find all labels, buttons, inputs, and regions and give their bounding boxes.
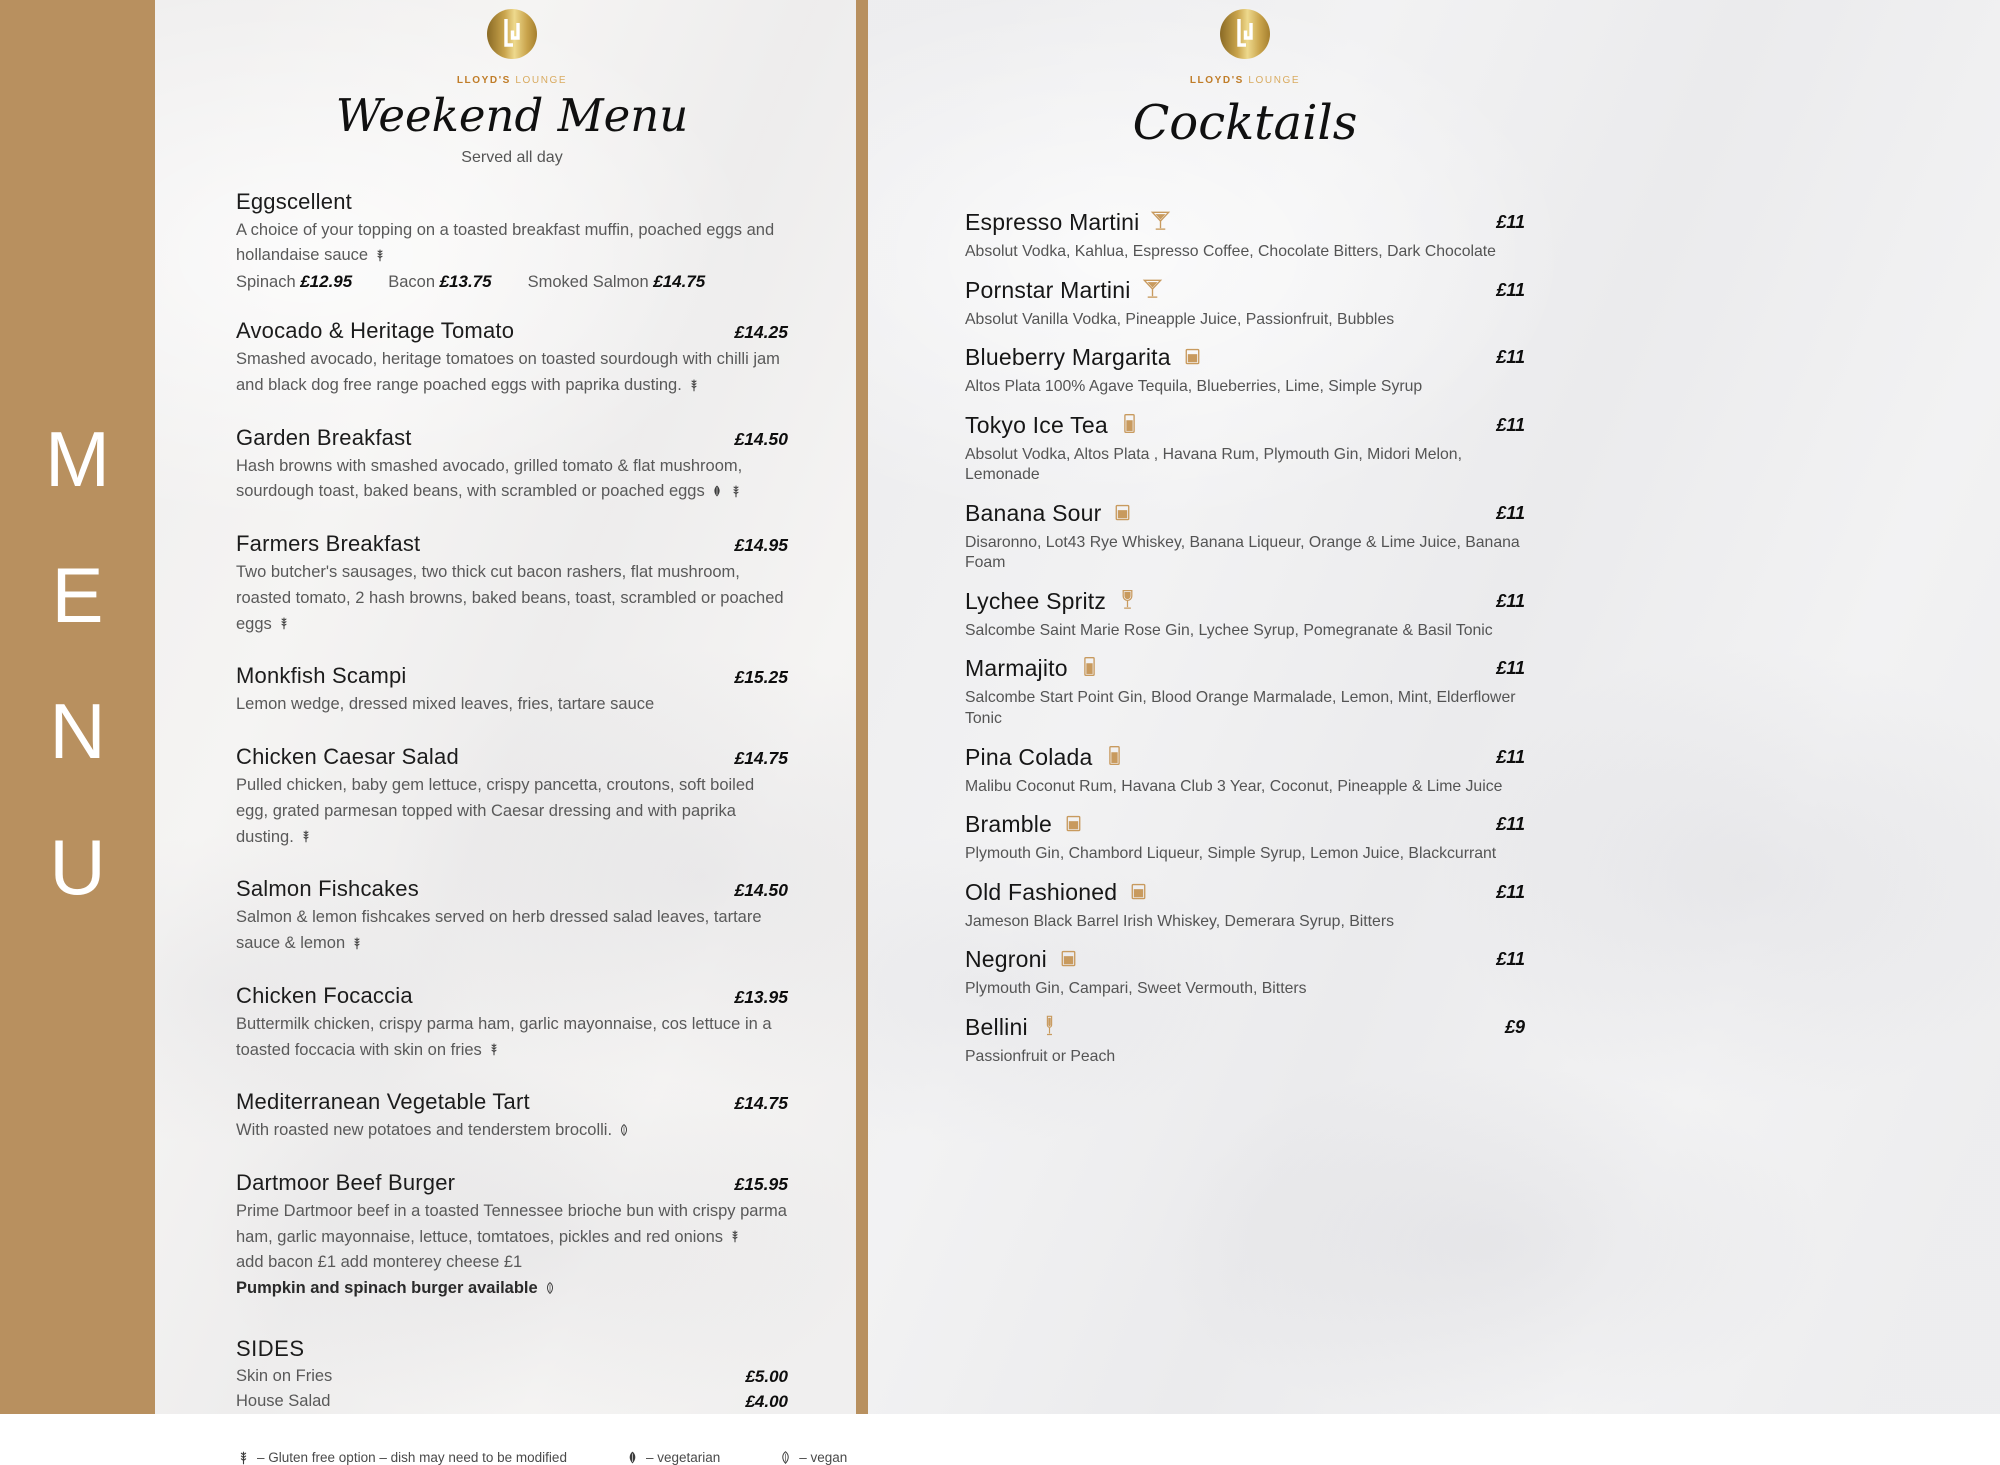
menu-item-description <box>236 1199 788 1250</box>
menu-item-price: £14.50 <box>734 880 788 901</box>
food-item-list <box>236 189 788 1302</box>
side-price: £4.00 <box>745 1391 788 1411</box>
menu-item <box>236 744 788 850</box>
menu-item-description <box>236 347 788 398</box>
highball-icon <box>1103 744 1126 767</box>
menu-item-head <box>236 983 788 1009</box>
weekend-menu-page <box>155 0 856 1465</box>
menu-sidebar <box>0 0 155 1414</box>
martini-icon <box>1149 209 1172 232</box>
menu-item-price: £13.95 <box>734 986 788 1007</box>
gluten-free-icon <box>728 1229 742 1243</box>
cocktail-price: £11 <box>1496 212 1525 233</box>
cocktail-price: £11 <box>1496 949 1525 970</box>
gluten-free-icon <box>236 1450 251 1465</box>
menu-item-desc <box>236 1012 788 1063</box>
rocks-icon <box>1111 500 1134 523</box>
menu-item-price: £15.25 <box>734 667 788 688</box>
cocktail-name: Bellini <box>965 1013 1028 1040</box>
cocktail-price: £11 <box>1496 590 1525 611</box>
dietary-legend <box>236 1449 848 1465</box>
cocktail-ingredients: Plymouth Gin, Chambord Liqueur, Simple Syrup, Lemon Juice, Blackcurrant <box>965 845 1497 863</box>
menu-item-description <box>236 1012 788 1063</box>
flute-icon <box>1038 1014 1061 1037</box>
menu-item-name: Mediterranean Vegetable Tart <box>236 1089 530 1115</box>
gluten-free-icon <box>687 378 701 392</box>
menu-item-description <box>236 692 788 718</box>
menu-item-price: £14.95 <box>734 535 788 556</box>
brand-name: LLOYD'S <box>1189 75 1244 86</box>
menu-item <box>236 531 788 637</box>
highball-icon <box>1078 655 1101 678</box>
cocktail-price: £11 <box>1496 502 1525 523</box>
cocktail-ingredients: Jameson Black Barrel Irish Whiskey, Demerara Syrup, Bitters <box>965 912 1394 930</box>
cocktail-price: £11 <box>1496 658 1525 679</box>
menu-item-price: £15.95 <box>734 1173 788 1194</box>
cocktail-ingredients: Absolut Vodka, Altos Plata , Havana Rum, Plymouth Gin, Midori Melon, Lemonade <box>965 445 1462 484</box>
description-text: Pumpkin and spinach burger available <box>236 1279 538 1298</box>
menu-item-head <box>236 876 788 902</box>
cocktail-item <box>965 946 1525 1000</box>
cocktail-item <box>965 412 1525 486</box>
menu-item <box>236 663 788 718</box>
menu-item <box>236 318 788 398</box>
menu-item-desc <box>236 1199 788 1302</box>
menu-item-desc <box>236 692 788 718</box>
legend-entry <box>236 1450 567 1465</box>
side-row <box>236 1367 788 1387</box>
cocktail-item <box>965 344 1525 398</box>
menu-item-name: Salmon Fishcakes <box>236 876 419 902</box>
cocktail-price: £9 <box>1504 1016 1525 1037</box>
menu-item-desc <box>236 218 788 292</box>
page-title: Weekend Menu <box>335 89 689 142</box>
cocktail-ingredients: Plymouth Gin, Campari, Sweet Vermouth, Bitters <box>965 980 1307 998</box>
menu-item-desc <box>236 1118 788 1144</box>
rocks-icon <box>1062 811 1085 834</box>
description-text: Prime Dartmoor beef in a toasted Tennessee brioche bun with crispy parma ham, garlic mayonnaise, lettuce, tomtatoes, pickles and red onions <box>236 1201 787 1246</box>
menu-vertical <box>0 415 155 911</box>
brand-name: LLOYD'S <box>456 75 511 86</box>
menu-item-price: £14.25 <box>734 322 788 343</box>
cocktail-price: £11 <box>1496 279 1525 300</box>
cocktail-name: Negroni <box>965 946 1047 973</box>
option <box>236 272 352 292</box>
cocktail-head <box>965 500 1525 527</box>
description-text: Two butcher's sausages, two thick cut bacon rashers, flat mushroom, roasted tomato, 2 hash browns, baked beans, toast, scrambled or poached eggs <box>236 563 784 633</box>
cocktail-head <box>965 655 1525 682</box>
menu-item-price: £14.75 <box>734 748 788 769</box>
menu-item-head <box>236 1089 788 1115</box>
menu-item-description <box>236 1118 788 1144</box>
menu-item-description <box>236 218 788 269</box>
cocktail-name: Tokyo Ice Tea <box>965 411 1108 438</box>
description-text: A choice of your topping on a toasted breakfast muffin, poached eggs and hollandaise sauce <box>236 220 775 265</box>
menu-item-head <box>236 318 788 344</box>
menu-item-name: Avocado & Heritage Tomato <box>236 318 515 344</box>
cocktail-ingredients: Passionfruit or Peach <box>965 1047 1116 1065</box>
menu-item-desc <box>236 905 788 956</box>
cocktail-ingredients: Malibu Coconut Rum, Havana Club 3 Year, Coconut, Pineapple & Lime Juice <box>965 777 1503 795</box>
cocktail-head <box>965 879 1525 906</box>
legend-text: – vegetarian <box>645 1449 721 1465</box>
cocktail-item <box>965 811 1525 865</box>
description-text: With roasted new potatoes and tenderstem brocolli. <box>236 1121 613 1140</box>
menu-item-name: Chicken Caesar Salad <box>236 744 459 770</box>
gluten-free-icon <box>487 1042 501 1056</box>
description-text: Lemon wedge, dressed mixed leaves, fries, tartare sauce <box>236 695 655 714</box>
menu-item-name: Eggscellent <box>236 188 352 214</box>
brand-suffix: LOUNGE <box>1248 75 1301 86</box>
cocktail-item <box>965 500 1525 574</box>
cocktail-list <box>965 209 1525 1067</box>
menu-item-desc <box>236 454 788 505</box>
vegan-icon <box>617 1123 631 1137</box>
cocktail-item <box>965 879 1525 933</box>
menu-item-description <box>236 1250 788 1276</box>
menu-item-desc <box>236 773 788 850</box>
martini-icon <box>1141 277 1164 300</box>
option-price: £14.75 <box>653 272 706 292</box>
cocktail-item <box>965 209 1525 263</box>
menu-item-head <box>236 189 788 215</box>
cocktail-item <box>965 1014 1525 1068</box>
menu-item-description <box>236 1276 788 1302</box>
menu-item <box>236 983 788 1063</box>
cocktail-head <box>965 277 1525 304</box>
cocktail-name: Banana Sour <box>965 499 1102 526</box>
menu-item-head <box>236 744 788 770</box>
menu-item-desc <box>236 347 788 398</box>
vegan-icon <box>543 1281 557 1295</box>
cocktail-price: £11 <box>1496 814 1525 835</box>
gluten-free-icon <box>299 829 313 843</box>
legend-text: – vegan <box>799 1449 848 1465</box>
cocktail-item <box>965 744 1525 798</box>
menu-item-name: Chicken Focaccia <box>236 982 413 1008</box>
option <box>388 272 491 292</box>
sides-section <box>236 1336 788 1412</box>
menu-item-description <box>236 905 788 956</box>
side-name: Skin on Fries <box>236 1366 333 1385</box>
menu-letter: E <box>51 551 104 639</box>
lloyds-lounge-logo-icon <box>1219 8 1271 60</box>
sides-rows <box>236 1367 788 1412</box>
cocktail-head <box>965 811 1525 838</box>
legend-entry <box>625 1450 720 1465</box>
cocktail-head <box>965 209 1525 236</box>
cocktail-price: £11 <box>1496 746 1525 767</box>
gluten-free-icon <box>373 248 387 262</box>
cocktails-header <box>965 8 1525 151</box>
side-name: House Salad <box>236 1391 331 1410</box>
description-text: Hash browns with smashed avocado, grilled tomato & flat mushroom, sourdough toast, baked beans, with scrambled or poached eggs <box>236 456 743 501</box>
menu-item-head <box>236 663 788 689</box>
menu-item-description <box>236 560 788 637</box>
cocktail-ingredients: Salcombe Saint Marie Rose Gin, Lychee Syrup, Pomegranate & Basil Tonic <box>965 621 1493 639</box>
cocktail-price: £11 <box>1496 881 1525 902</box>
menu-item-price: £14.50 <box>734 428 788 449</box>
menu-item-description <box>236 454 788 505</box>
option-price: £13.75 <box>439 272 492 292</box>
menu-item-desc <box>236 560 788 637</box>
cocktail-ingredients: Disaronno, Lot43 Rye Whiskey, Banana Liqueur, Orange & Lime Juice, Banana Foam <box>965 533 1520 572</box>
option-price: £12.95 <box>300 272 353 292</box>
option-label: Spinach <box>236 273 301 292</box>
cocktail-head <box>965 588 1525 615</box>
weekend-menu-header <box>236 8 788 167</box>
cocktail-name: Blueberry Margarita <box>965 344 1171 371</box>
cocktail-head <box>965 344 1525 371</box>
cocktail-name: Marmajito <box>965 655 1068 682</box>
brand-line <box>965 75 1525 86</box>
description-text: Smashed avocado, heritage tomatoes on toasted sourdough with chilli jam and black dog free range poached eggs with paprika dusting. <box>236 350 780 394</box>
menu-item <box>236 1089 788 1144</box>
weekend-menu-content <box>236 8 848 1465</box>
description-text: add bacon £1 add monterey cheese £1 <box>236 1253 523 1272</box>
menu-item-price: £14.75 <box>734 1093 788 1114</box>
rocks-icon <box>1127 879 1150 902</box>
menu-item <box>236 876 788 956</box>
cocktail-name: Espresso Martini <box>965 209 1140 236</box>
cocktails-page <box>868 0 2000 1414</box>
cocktail-ingredients: Absolut Vanilla Vodka, Pineapple Juice, Passionfruit, Bubbles <box>965 310 1395 328</box>
highball-icon <box>1118 412 1141 435</box>
gluten-free-icon <box>277 616 291 630</box>
cocktail-ingredients: Salcombe Start Point Gin, Blood Orange Marmalade, Lemon, Mint, Elderflower Tonic <box>965 689 1516 727</box>
description-text: Buttermilk chicken, crispy parma ham, garlic mayonnaise, cos lettuce in a toasted foccacia with skin on fries <box>236 1014 772 1059</box>
cocktail-head <box>965 412 1525 439</box>
cocktail-head <box>965 946 1525 973</box>
vegan-icon <box>778 1450 793 1465</box>
legend-entry <box>778 1450 847 1465</box>
cocktail-price: £11 <box>1496 347 1525 368</box>
cocktail-name: Bramble <box>965 811 1053 838</box>
side-price: £5.00 <box>745 1366 788 1386</box>
cocktail-name: Old Fashioned <box>965 878 1118 905</box>
vegetarian-icon <box>710 484 724 498</box>
rocks-icon <box>1181 344 1204 367</box>
gold-divider <box>856 0 868 1414</box>
gluten-free-icon <box>350 936 364 950</box>
cocktail-item <box>965 277 1525 331</box>
menu-item <box>236 425 788 505</box>
menu-item-name: Dartmoor Beef Burger <box>236 1169 456 1195</box>
side-row <box>236 1392 788 1412</box>
menu-item-name: Monkfish Scampi <box>236 663 407 689</box>
brand-line <box>236 75 788 86</box>
brand-suffix: LOUNGE <box>515 75 568 86</box>
cocktail-name: Pina Colada <box>965 743 1093 770</box>
cocktail-head <box>965 744 1525 771</box>
menu-letter: U <box>49 823 106 911</box>
cocktail-head <box>965 1014 1525 1041</box>
description-text: Salmon & lemon fishcakes served on herb dressed salad leaves, tartare sauce & lemon <box>236 908 762 953</box>
gluten-free-icon <box>729 484 743 498</box>
vegetarian-icon <box>625 1450 640 1465</box>
option-label: Bacon <box>388 273 440 292</box>
wine-icon <box>1116 588 1139 611</box>
rocks-icon <box>1057 946 1080 969</box>
menu-item-name: Farmers Breakfast <box>236 531 421 557</box>
menu-item-name: Garden Breakfast <box>236 424 412 450</box>
cocktail-ingredients: Altos Plata 100% Agave Tequila, Blueberries, Lime, Simple Syrup <box>965 378 1423 396</box>
menu-item <box>236 189 788 292</box>
menu-letter: N <box>49 687 106 775</box>
description-text: Pulled chicken, baby gem lettuce, crispy pancetta, croutons, soft boiled egg, grated parmesan topped with Caesar dressing and with paprika dusting. <box>236 776 755 846</box>
menu-item <box>236 1170 788 1302</box>
sides-title: SIDES <box>236 1335 305 1361</box>
cocktail-name: Pornstar Martini <box>965 276 1131 303</box>
menu-item-description <box>236 773 788 850</box>
page-subtitle: Served all day <box>461 148 563 166</box>
option-label: Smoked Salmon <box>527 273 654 292</box>
page-title: Cocktails <box>1132 95 1358 151</box>
lloyds-lounge-logo-icon <box>486 8 538 60</box>
cocktail-name: Lychee Spritz <box>965 587 1107 614</box>
menu-item-head <box>236 1170 788 1196</box>
legend-text: – Gluten free option – dish may need to be modified <box>257 1449 567 1465</box>
cocktail-ingredients: Absolut Vodka, Kahlua, Espresso Coffee, Chocolate Bitters, Dark Chocolate <box>965 243 1496 261</box>
menu-item-head <box>236 531 788 557</box>
cocktails-content <box>965 8 1525 1081</box>
option <box>528 272 706 292</box>
menu-letter: M <box>45 415 110 503</box>
cocktail-price: £11 <box>1496 414 1525 435</box>
menu-item-options <box>236 272 788 292</box>
cocktail-item <box>965 588 1525 642</box>
menu-item-head <box>236 425 788 451</box>
cocktail-item <box>965 655 1525 729</box>
